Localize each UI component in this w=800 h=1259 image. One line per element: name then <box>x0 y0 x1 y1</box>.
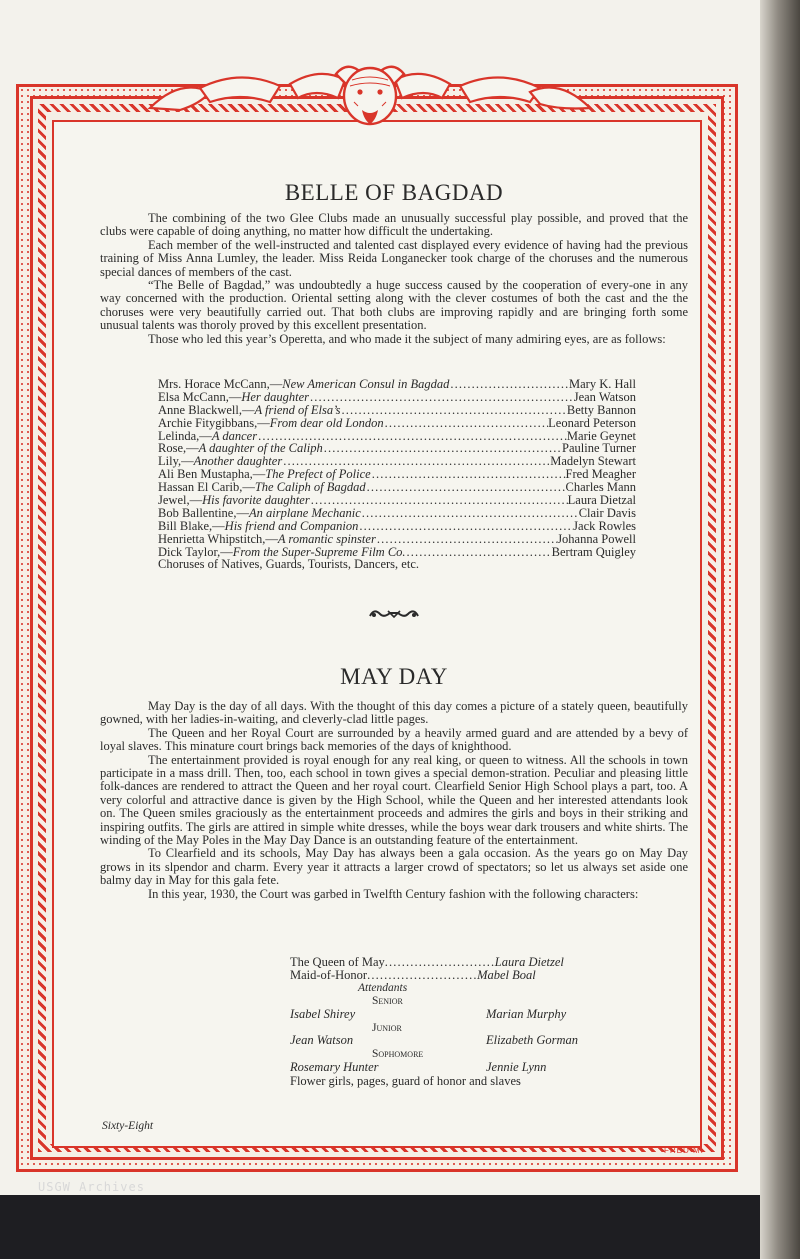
leader-dots <box>366 481 566 494</box>
leader-dots <box>309 391 574 404</box>
cast-role: New American Consul in Bagdad <box>282 377 450 391</box>
cast-row <box>158 378 636 391</box>
leader-dots <box>361 507 579 520</box>
cast-character: Lelinda,— <box>158 428 212 443</box>
cast-role: A daughter of the Caliph <box>198 441 323 456</box>
cast-character: Mrs. Horace McCann,— <box>158 377 283 391</box>
senior-heading: Senior <box>372 994 403 1007</box>
cast-actor: Jack Rowles <box>573 518 636 533</box>
cast-row <box>158 520 636 533</box>
cast-actor: Betty Bannon <box>566 402 636 417</box>
cast-actor: Leonard Peterson <box>548 415 636 430</box>
cast-character: Jewel,— <box>158 493 203 508</box>
paragraph: The combining of the two Glee Clubs made an unusually successful play possible, and proved that the clubs were capable of doing anything, no matter how difficult the undertaking. <box>100 211 688 239</box>
cast-role: The Caliph of Bagdad <box>254 480 366 495</box>
paragraph: Each member of the well-instructed and talented cast displayed every evidence of having had the previous training of Miss Anna Lumley, the leader. Miss Reida Longanecker took charge of the choruses and the numerous special dances of members of the cast. <box>100 237 688 279</box>
mayday-paragraphs <box>100 700 688 901</box>
junior-heading: Junior <box>372 1021 402 1034</box>
cast-role: The Prefect of Police <box>265 467 371 482</box>
leader-dots <box>341 404 567 417</box>
section-title-belle: BELLE OF BAGDAD <box>284 180 504 205</box>
sophomore-attendants: Rosemary Hunter Jennie Lynn <box>290 1060 547 1075</box>
cast-actor: Jean Watson <box>573 389 636 404</box>
cast-row <box>158 404 636 417</box>
cast-character: Bob Ballentine,— <box>158 505 249 520</box>
cast-actor: Fred Meagher <box>565 467 636 482</box>
cast-role: His favorite daughter <box>202 493 310 508</box>
scroll-divider-icon <box>366 606 422 622</box>
leader-dots <box>310 494 568 507</box>
cast-role: Another daughter <box>193 454 283 469</box>
cast-actor: Marie Geynet <box>566 428 636 443</box>
paragraph: May Day is the day of all days. With the thought of this day comes a picture of a stately queen, beautifully gowned, with her ladies-in-waiting, and cleverly-clad little pages. <box>100 699 688 727</box>
cast-actor: Clair Davis <box>578 505 636 520</box>
leader-dots <box>323 442 562 455</box>
leader-dots <box>376 533 557 546</box>
paragraph: The entertainment provided is royal enough for any real king, or queen to witness. All the schools in town participate in a mass drill. Then, too, each school in town gives a special demon-stration. Peculiar and pleasing little folk-dances are rendered to attract the Queen and her royal court. Clearfield Senior High School plays a part, too. A very colorful and attractive dance is given by the High School, while the Queen and her interested attendants look on. The Queen smiles graciously as the entertainment proceeds and admires the girls and boys in their striking and inspiring outfits. The girls are attired in simple white dresses, while the boys wear dark trousers and white shirts. The winding of the May Poles in the May Day Dance is an outstanding feature of the entertainment. <box>100 752 688 848</box>
cast-role: A friend of Elsa’s <box>254 402 341 417</box>
page-number: Sixty-Eight <box>102 1120 154 1132</box>
cast-role: From dear old London <box>269 415 384 430</box>
paragraph: To Clearfield and its schools, May Day has always been a gala occasion. As the years go on May Day grows in its slpendor and charm. Every year it attracts a larger crowd of spectators; so let us always set aside one balmy day in May for this gala fete. <box>100 846 688 888</box>
cast-character: Hassan El Carib,— <box>158 480 255 495</box>
cast-role: From the Super-Supreme Film Co. <box>232 544 406 559</box>
cast-character: Ali Ben Mustapha,— <box>158 467 266 482</box>
cast-list <box>158 378 636 571</box>
cast-character: Elsa McCann,— <box>158 389 242 404</box>
cast-role: A dancer <box>211 428 258 443</box>
attendants-heading: Attendants <box>358 981 408 994</box>
cast-character: Dick Taylor,— <box>158 544 233 559</box>
cast-role: A romantic spinster <box>277 531 376 546</box>
leader-dots <box>371 468 566 481</box>
junior-attendants: Jean Watson Elizabeth Gorman <box>290 1033 579 1048</box>
cast-row <box>158 494 636 507</box>
cast-character: Anne Blackwell,— <box>158 402 255 417</box>
cast-character: Bill Blake,— <box>158 518 225 533</box>
archive-watermark: USGW Archives <box>38 1180 145 1194</box>
cast-row <box>158 507 636 520</box>
cast-actor: Madelyn Stewart <box>550 454 636 469</box>
court-closing-line: Flower girls, pages, guard of honor and slaves <box>290 1074 521 1089</box>
court-list <box>290 956 590 1088</box>
buffalo-head-ornament <box>140 58 600 138</box>
senior-attendants: Isabel Shirey Marian Murphy <box>290 1006 567 1021</box>
cast-actor: Johanna Powell <box>557 531 636 546</box>
cast-actor: Bertram Quigley <box>551 544 636 559</box>
paragraph: Those who led this year’s Operetta, and who made it the subject of many admiring eyes, are as follows: <box>148 331 666 346</box>
paragraph: The Queen and her Royal Court are surrounded by a heavily armed guard and are attended by a bevy of loyal slaves. This minature court brings back memories of the days of knighthood. <box>100 725 688 754</box>
cast-row <box>158 417 636 430</box>
cast-actor: Mary K. Hall <box>569 377 636 391</box>
cast-character: Henrietta Whipstitch,— <box>158 531 278 546</box>
belle-paragraphs <box>100 212 688 346</box>
leader-dots <box>384 417 549 430</box>
cast-row <box>158 391 636 404</box>
cast-character: Lily,— <box>158 454 194 469</box>
paragraph: In this year, 1930, the Court was garbed in Twelfth Century fashion with the following characters: <box>148 886 639 901</box>
choruses-line: Choruses of Natives, Guards, Tourists, Dancers, etc. <box>158 557 419 572</box>
artist-credit: FRED M. <box>664 1146 704 1155</box>
scan-background <box>0 1195 760 1259</box>
cast-character: Archie Fitygibbans,— <box>158 415 270 430</box>
leader-dots <box>358 520 573 533</box>
leader-dots <box>449 378 569 391</box>
cast-actor: Pauline Turner <box>562 441 636 456</box>
cast-role: Her daughter <box>241 389 310 404</box>
book-spine <box>760 0 800 1259</box>
cast-actor: Charles Mann <box>565 480 636 495</box>
cast-actor: Laura Dietzal <box>567 493 636 508</box>
cast-role: His friend and Companion <box>224 518 359 533</box>
section-title-mayday: MAY DAY <box>340 664 448 689</box>
court-row-maid: Maid-of-Honor . . . Mabel Boal <box>290 969 590 982</box>
cast-character: Rose,— <box>158 441 199 456</box>
court-row-queen: The Queen of May . . . Laura Dietzel <box>290 956 590 969</box>
cast-role: An airplane Mechanic <box>248 505 361 520</box>
sophomore-heading: Sophomore <box>372 1048 424 1061</box>
cast-row <box>158 533 636 546</box>
leader-dots <box>406 546 552 559</box>
paragraph: “The Belle of Bagdad,” was undoubtedly a huge success caused by the cooperation of every-one in any way concerned with the production. Oriental setting along with the clever costumes of both the cast and the the choruses were very beautifully carried out. That both clubs are improving rapidly and are bringing forth some unusual talents was thoroly proved by this excellent presentation. <box>100 278 688 333</box>
